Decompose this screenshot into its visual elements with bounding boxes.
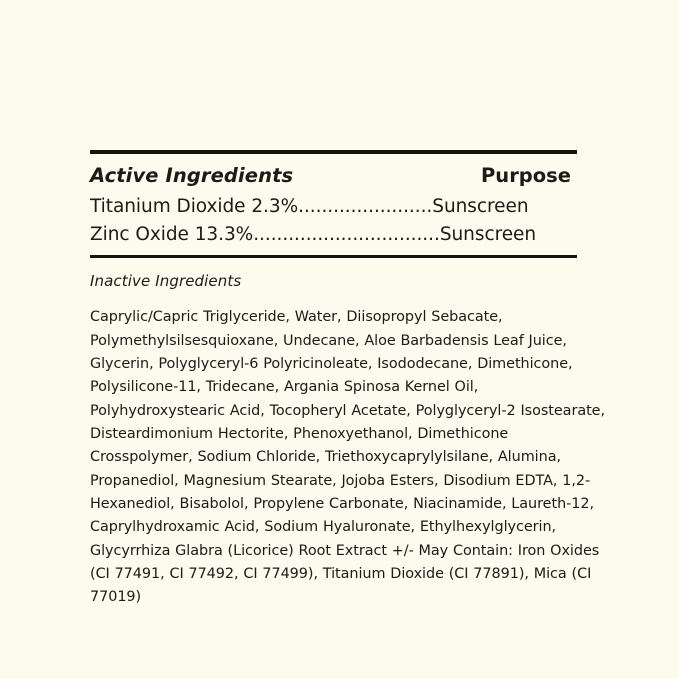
ingredient-name: Zinc Oxide 13.3% <box>90 224 254 246</box>
active-ingredients-label: Active Ingredients <box>90 164 294 187</box>
active-ingredients-rows <box>90 193 577 255</box>
ingredient-purpose: Sunscreen <box>432 196 529 217</box>
active-ingredients-header <box>90 154 577 193</box>
leader-dots: ................................ <box>253 224 440 246</box>
drug-facts-panel <box>90 150 606 609</box>
leader-dots: ....................... <box>298 196 433 217</box>
inactive-ingredients-text: Caprylic/Capric Triglyceride, Water, Diisopropyl Sebacate, Polymethylsilsesquioxane, Undecane, Aloe Barbadensis Leaf Juice, Glycerin, Polyglyceryl-6 Polyricinoleate, Isododecane, Dimethicone, Polysilicone-11, Tridecane, Argania Spinosa Kernel Oil, Polyhydroxystearic Acid, Tocopheryl Acetate, Polyglyceryl-2 Isostearate, Disteardimonium Hectorite, Phenoxyethanol, Dimethicone Crosspolymer, Sodium Chloride, Triethoxycaprylylsilane, Alumina, Propanediol, Magnesium Stearate, Jojoba Esters, Disodium EDTA, 1,2-Hexanediol, Bisabolol, Propylene Carbonate, Niacinamide, Laureth-12, Caprylhydroxamic Acid, Sodium Hyaluronate, Ethylhexylglycerin, Glycyrrhiza Glabra (Licorice) Root Extract +/- May Contain: Iron Oxides (CI 77491, CI 77492, CI 77499), Titanium Dioxide (CI 77891), Mica (CI 77019) <box>90 309 606 606</box>
table-row <box>90 221 577 249</box>
ingredient-purpose: Sunscreen <box>439 224 537 246</box>
inactive-ingredients-title: Inactive Ingredients <box>90 272 242 291</box>
purpose-label: Purpose <box>481 164 571 187</box>
table-row <box>90 193 577 221</box>
ingredient-name: Titanium Dioxide 2.3% <box>90 196 299 217</box>
